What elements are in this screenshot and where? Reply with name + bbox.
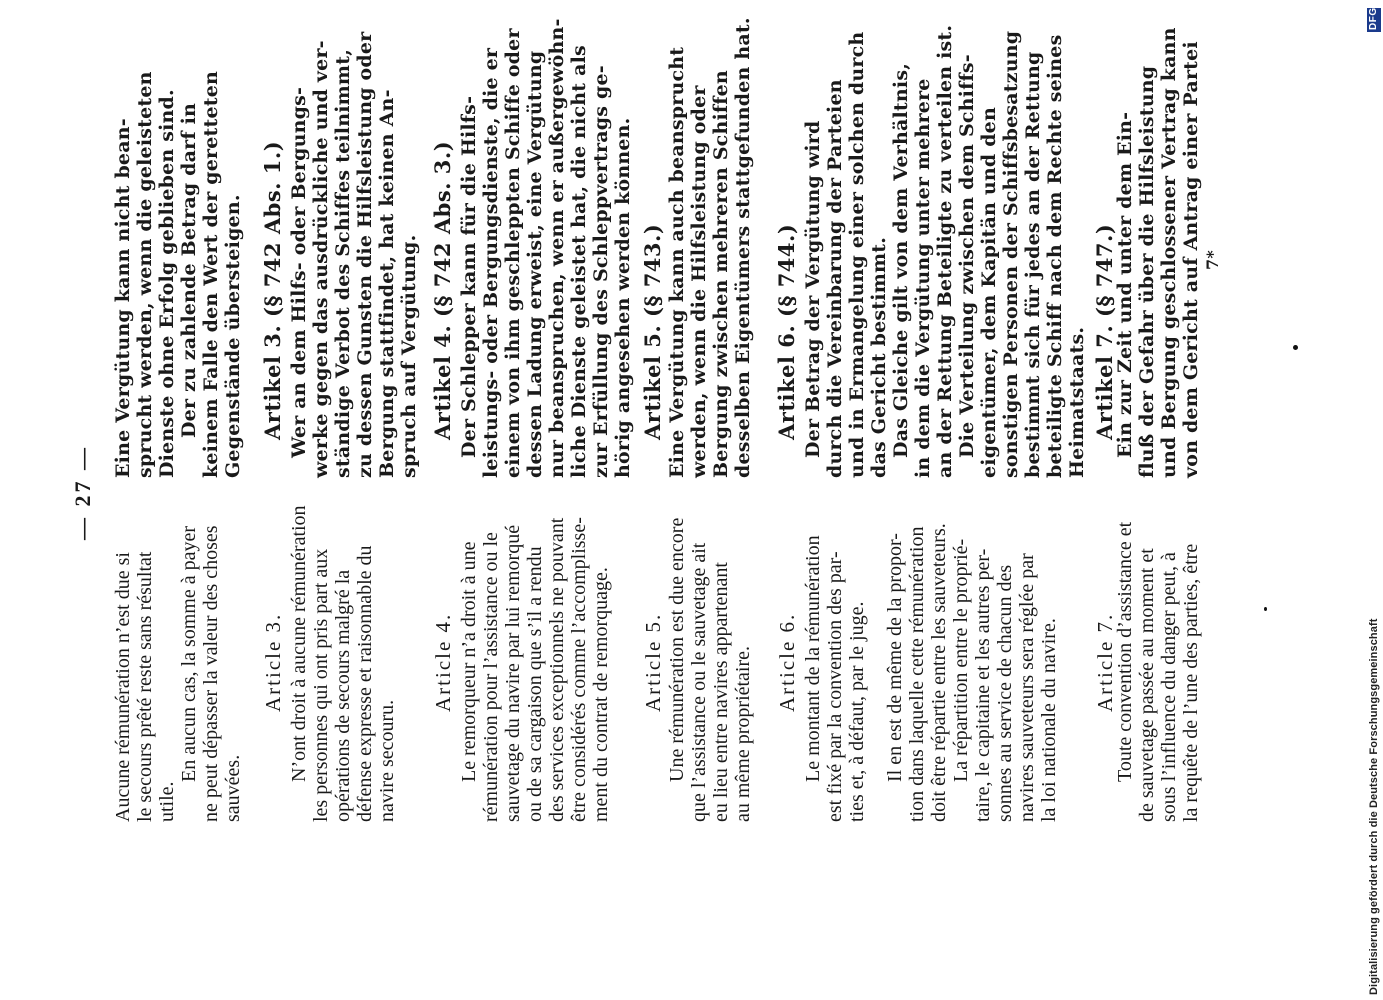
dfg-logo-text: DFG xyxy=(1368,7,1379,30)
text-line: de sauvetage passée au moment et xyxy=(1136,548,1158,822)
text-line: an der Rettung Beteiligte zu verteilen ist. xyxy=(934,24,956,478)
french-article-4-heading: Article 4. xyxy=(431,612,455,712)
text-line: le secours prêté reste sans résultat xyxy=(134,551,156,822)
text-line: Bergung stattfindet, hat keinen An- xyxy=(376,89,398,478)
text-line: tion dans laquelle cette rémunération xyxy=(906,526,928,822)
text-line: sonstigen Personen der Schiffsbesatzung xyxy=(1000,30,1022,478)
text-line: Der zu zahlende Betrag darf in xyxy=(178,102,200,438)
text-line: einem von ihm geschleppten Schiffe oder xyxy=(502,28,524,478)
text-line: keinem Falle den Wert der geretteten xyxy=(200,70,222,478)
german-article-5-body xyxy=(666,17,754,478)
text-line: sauvées. xyxy=(222,754,244,822)
text-line: utile. xyxy=(156,781,178,822)
french-article-6-heading: Article 6. xyxy=(775,612,799,712)
german-article-7-body xyxy=(1114,27,1202,478)
text-line: Le remorqueur n’a droit à une xyxy=(458,541,480,782)
text-line: Gegenstände übersteigen. xyxy=(222,194,244,478)
text-line: spruch auf Vergütung. xyxy=(398,234,420,478)
german-article-5-heading: Artikel 5. (§ 743.) xyxy=(640,223,665,440)
text-line: navire secouru. xyxy=(376,699,398,822)
text-line: eigentümer, dem Kapitän und den xyxy=(978,107,1000,478)
text-line: durch die Vereinbarung der Parteien xyxy=(824,79,846,478)
text-line: être considérés comme l’accomplisse- xyxy=(568,517,590,822)
text-line: das Gericht bestimmt. xyxy=(868,236,890,478)
text-line: Ein zur Zeit und unter dem Ein- xyxy=(1114,111,1136,458)
french-article-7-heading: Article 7. xyxy=(1093,612,1117,712)
text-line: que l’assistance ou le sauvetage ait xyxy=(688,542,710,822)
text-line: Bergung zwischen mehreren Schiffen xyxy=(710,70,732,478)
text-line: nur beanspruchen, wenn er außergewöhn- xyxy=(546,18,568,478)
text-line: doit être répartie entre les sauveteurs. xyxy=(928,523,950,822)
french-article-5-heading: Article 5. xyxy=(641,612,665,712)
text-line: Il en est de même de la propor- xyxy=(884,533,906,782)
text-line: fluß der Gefahr über die Hilfsleistung xyxy=(1136,65,1158,478)
text-line: desselben Eigentümers stattgefunden hat. xyxy=(732,17,754,478)
text-line: werke gegen das ausdrückliche und ver- xyxy=(310,40,332,478)
text-line: Heimatstaats. xyxy=(1066,326,1088,478)
text-line: est fixé par la convention des par- xyxy=(824,551,846,822)
german-continuation xyxy=(112,71,244,478)
text-line: ties et, à défaut, par le juge. xyxy=(846,601,868,822)
text-line: sprucht werden, wenn die geleisteten xyxy=(134,71,156,478)
text-line: werden, wenn die Hilfsleistung oder xyxy=(688,85,710,478)
text-line: des services exceptionnels ne pouvant xyxy=(546,517,568,822)
text-line: ständige Verbot des Schiffes teilnimmt, xyxy=(332,48,354,478)
text-line: Dienste ohne Erfolg geblieben sind. xyxy=(156,89,178,478)
text-line: sauvetage du navire par lui remorqué xyxy=(502,524,524,822)
signature-mark: 7* xyxy=(1203,250,1222,270)
text-line: liche Dienste geleistet hat, die nicht als xyxy=(568,45,590,478)
german-article-3-heading: Artikel 3. (§ 742 Abs. 1.) xyxy=(260,140,285,440)
text-line: beteiligte Schiff nach dem Rechte seines xyxy=(1044,34,1066,478)
page-number: — 27 — xyxy=(70,445,95,540)
text-line: eu lieu entre navires appartenant xyxy=(710,562,732,822)
text-line: la requête de l’une des parties, être xyxy=(1180,543,1202,822)
french-article-6-body-2 xyxy=(884,523,1060,822)
text-line: Der Betrag der Vergütung wird xyxy=(802,120,824,458)
text-line: Eine Vergütung kann nicht bean- xyxy=(112,118,134,478)
text-line: zur Erfüllung des Schleppvertrags ge- xyxy=(590,65,612,478)
text-line: opérations de secours malgré la xyxy=(332,569,354,822)
french-article-5-body xyxy=(666,518,754,822)
text-line: Toute convention d’assistance et xyxy=(1114,521,1136,782)
text-line: Die Verteilung zwischen dem Schiffs- xyxy=(956,54,978,458)
text-line: Aucune rémunération n’est due si xyxy=(112,552,134,822)
text-line: Wer an dem Hilfs- oder Bergungs- xyxy=(288,86,310,458)
text-line: Das Gleiche gilt von dem Verhältnis, xyxy=(890,62,912,458)
french-article-3-heading: Article 3. xyxy=(261,612,285,712)
text-line: navires sauveteurs sera réglée par xyxy=(1016,553,1038,822)
german-article-4-heading: Artikel 4. (§ 742 Abs. 3.) xyxy=(430,140,455,440)
french-article-7-body xyxy=(1114,522,1202,822)
text-line: sonnes au service de chacun des xyxy=(994,564,1016,822)
text-line: rémunération pour l’assistance ou le xyxy=(480,532,502,822)
text-line: taire, le capitaine et les autres per- xyxy=(972,548,994,822)
text-line: Der Schlepper kann für die Hilfs- xyxy=(458,95,480,458)
text-line: La répartition entre le proprié- xyxy=(950,538,972,782)
text-line: défense expresse et raisonnable du xyxy=(354,545,376,822)
text-line: au même propriétaire. xyxy=(732,645,754,822)
text-line: von dem Gericht auf Antrag einer Partei xyxy=(1180,41,1202,478)
scan-speck xyxy=(1293,345,1298,350)
text-line: les personnes qui ont pris part aux xyxy=(310,548,332,822)
digitization-credit: Digitalisierung gefördert durch die Deutsche Forschungsgemeinschaft xyxy=(1368,618,1380,995)
german-article-3-body xyxy=(288,32,420,478)
text-line: ne peut dépasser la valeur des choses xyxy=(200,525,222,822)
text-line: sous l’influence du danger peut, à xyxy=(1158,552,1180,822)
text-line: in dem die Vergütung unter mehrere xyxy=(912,78,934,478)
dfg-logo xyxy=(1367,8,1381,32)
text-line: leistungs- oder Bergungsdienste, die er xyxy=(480,47,502,478)
german-article-7-heading: Artikel 7. (§ 747.) xyxy=(1092,223,1117,440)
text-line: und in Ermangelung einer solchen durch xyxy=(846,31,868,478)
text-line: ou de sa cargaison que s’il a rendu xyxy=(524,546,546,822)
scan-speck xyxy=(1264,607,1267,611)
text-line: dessen Ladung erweist, eine Vergütung xyxy=(524,50,546,478)
french-article-4-body xyxy=(458,517,612,822)
text-line: hörig angesehen werden können. xyxy=(612,117,634,478)
text-line: ment du contrat de remorquage. xyxy=(590,567,612,822)
text-line: Eine Vergütung kann auch beansprucht xyxy=(666,46,688,478)
text-line: zu dessen Gunsten die Hilfsleistung oder xyxy=(354,31,376,478)
french-article-6-body xyxy=(802,535,868,822)
text-line: und Bergung geschlossener Vertrag kann xyxy=(1158,27,1180,478)
text-line: bestimmt sich für jedes an der Rettung xyxy=(1022,51,1044,478)
text-line: la loi nationale du navire. xyxy=(1038,618,1060,822)
french-article-3-body xyxy=(288,505,398,822)
german-article-4-body xyxy=(458,18,634,478)
text-line: Une rémunération est due encore xyxy=(666,517,688,782)
french-continuation xyxy=(112,525,244,822)
text-line: En aucun cas, la somme à payer xyxy=(178,525,200,782)
text-line: Le montant de la rémunération xyxy=(802,535,824,782)
german-article-6-body xyxy=(802,25,1088,478)
text-line: N’ont droit à aucune rémunération xyxy=(288,505,310,782)
german-article-6-heading: Artikel 6. (§ 744.) xyxy=(774,223,799,440)
